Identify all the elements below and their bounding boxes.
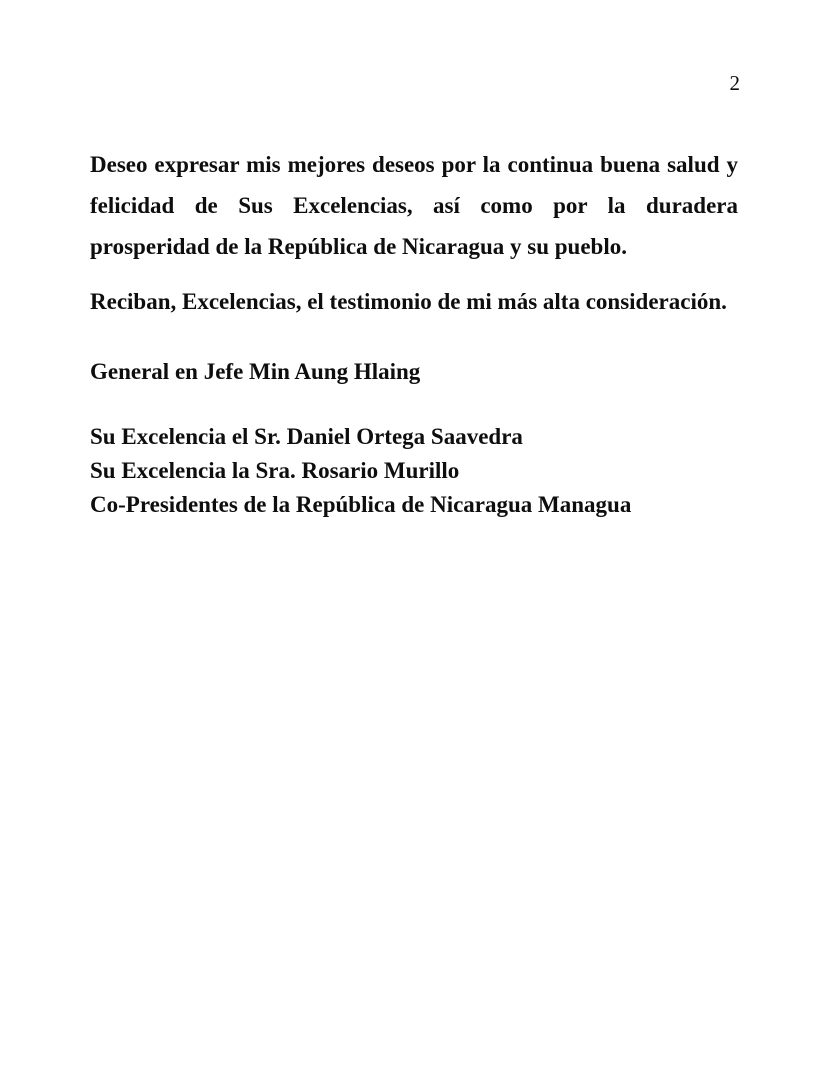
signature-line: General en Jefe Min Aung Hlaing: [90, 359, 421, 384]
recipient-block: [90, 420, 738, 522]
paragraph-wellwishes-line-2: felicidad de Sus Excelencias, así como por la duradera: [90, 193, 738, 218]
letter-body: [90, 144, 738, 522]
paragraph-wellwishes: [90, 144, 738, 267]
paragraph-wellwishes-line-3: prosperidad de la República de Nicaragua y su pueblo.: [90, 234, 627, 259]
recipient-line-3: Co-Presidentes de la República de Nicaragua Managua: [90, 492, 632, 517]
paragraph-closing: Reciban, Excelencias, el testimonio de mi más alta consideración.: [90, 289, 727, 314]
recipient-line-2: Su Excelencia la Sra. Rosario Murillo: [90, 458, 460, 483]
paragraph-wellwishes-line-1: Deseo expresar mis mejores deseos por la continua buena salud y: [90, 152, 738, 177]
page-number: 2: [729, 71, 740, 95]
recipient-line-1: Su Excelencia el Sr. Daniel Ortega Saavedra: [90, 424, 523, 449]
